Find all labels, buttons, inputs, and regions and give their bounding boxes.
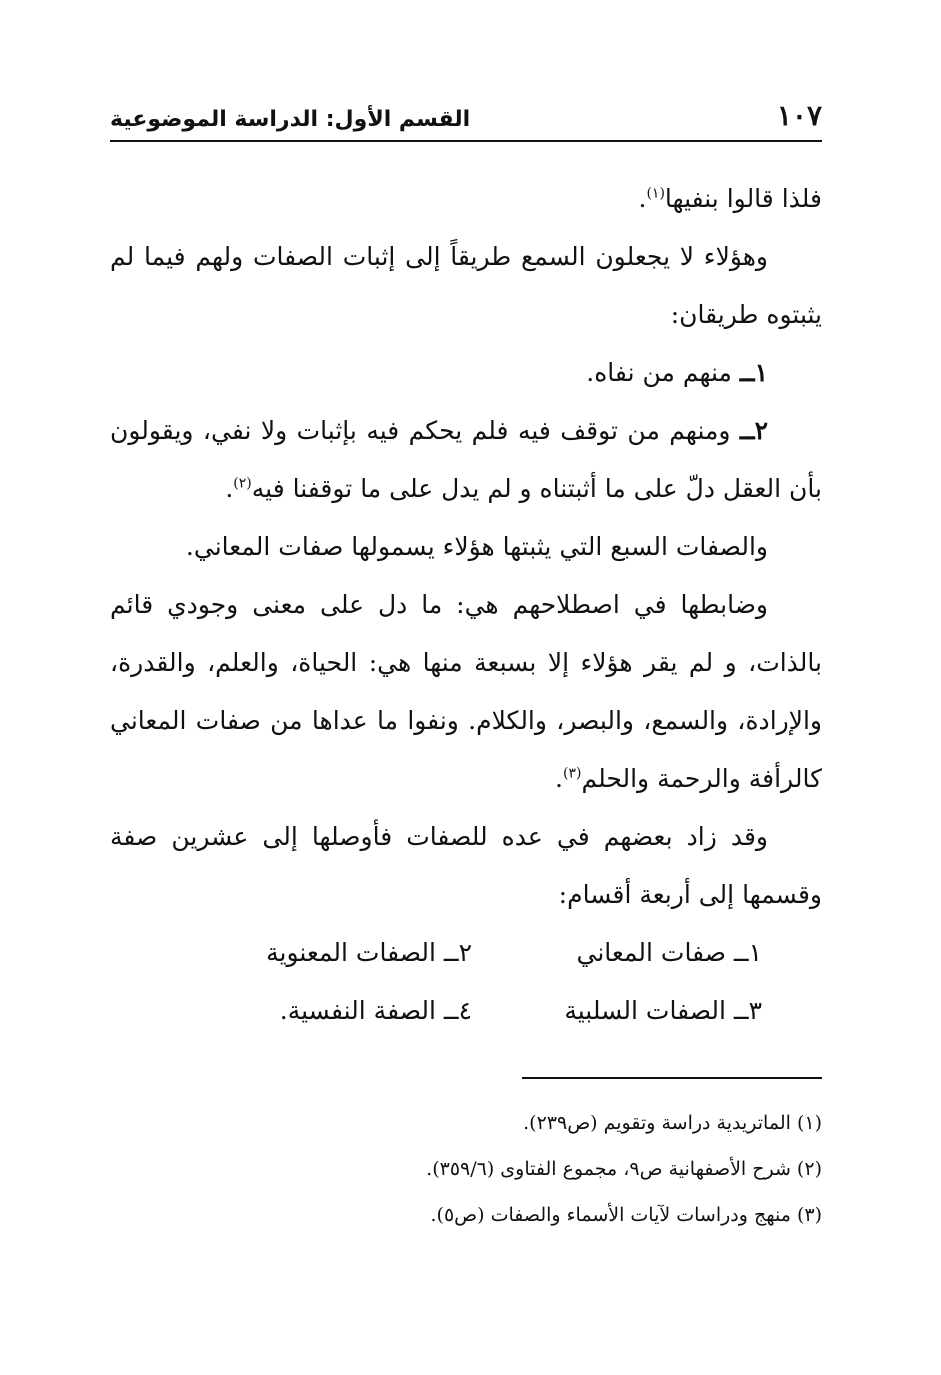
category-item: ٤ــ الصفة النفسية. — [279, 996, 472, 1025]
category-item: ٢ــ الصفات المعنوية — [266, 938, 472, 967]
paragraph-1: فلذا قالوا بنفيها$^{(١)}$. — [638, 184, 822, 213]
footnotes — [110, 1100, 822, 1238]
category-item: ٣ــ الصفات السلبية — [564, 996, 762, 1025]
category-list-row-1 — [182, 924, 762, 982]
footnote-ref-3[interactable]: (٣) — [562, 765, 582, 782]
category-item: ١ــ صفات المعاني — [576, 938, 762, 967]
header-rule — [110, 140, 822, 142]
footnote-ref-1[interactable]: (١) — [646, 185, 665, 202]
list-item-1: ١ــ منهم من نفاه. — [586, 358, 768, 387]
page-header — [110, 92, 822, 132]
list-item-2: ٢ــ ومنهم من توقف فيه فلم يحكم فيه بإثبات ولا نفي، ويقولون بأن العقل دلّ على ما أثبتناه و لم يدل على ما توقفنا فيه$^{(٢)}$. — [110, 416, 822, 503]
category-list-row-2 — [182, 982, 762, 1040]
paragraph-4: وضابطها في اصطلاحهم هي: ما دل على معنى وجودي قائم بالذات، و لم يقر هؤلاء إلا بسبعة منها هي: الحياة، والعلم، والقدرة، والإرادة، والسمع، والبصر، والكلام. ونفوا ما عداها من صفات المعاني كالرأفة والرحمة والحلم$^{(٣)}$. — [110, 590, 822, 793]
paragraph-2: وهؤلاء لا يجعلون السمع طريقاً إلى إثبات الصفات ولهم فيما لم يثبتوه طريقان: — [110, 242, 822, 329]
paragraph-5: وقد زاد بعضهم في عده للصفات فأوصلها إلى عشرين صفة وقسمها إلى أربعة أقسام: — [110, 822, 822, 909]
body-text — [110, 170, 822, 1040]
footnote-1: (١) الماتريدية دراسة وتقويم (ص٢٣٩). — [523, 1112, 822, 1134]
footnote-3: (٣) منهج ودراسات لآيات الأسماء والصفات (ص٥). — [430, 1204, 822, 1226]
running-title: القسم الأول: الدراسة الموضوعية — [110, 107, 471, 132]
footnote-rule — [522, 1077, 822, 1079]
footnote-ref-2[interactable]: (٢) — [233, 475, 252, 492]
footnote-2: (٢) شرح الأصفهانية ص٩، مجموع الفتاوى (٣٥٩/٦). — [426, 1158, 822, 1180]
page-number: ١٠٧ — [776, 99, 822, 132]
paragraph-3: والصفات السبع التي يثبتها هؤلاء يسمولها صفات المعاني. — [185, 532, 768, 561]
